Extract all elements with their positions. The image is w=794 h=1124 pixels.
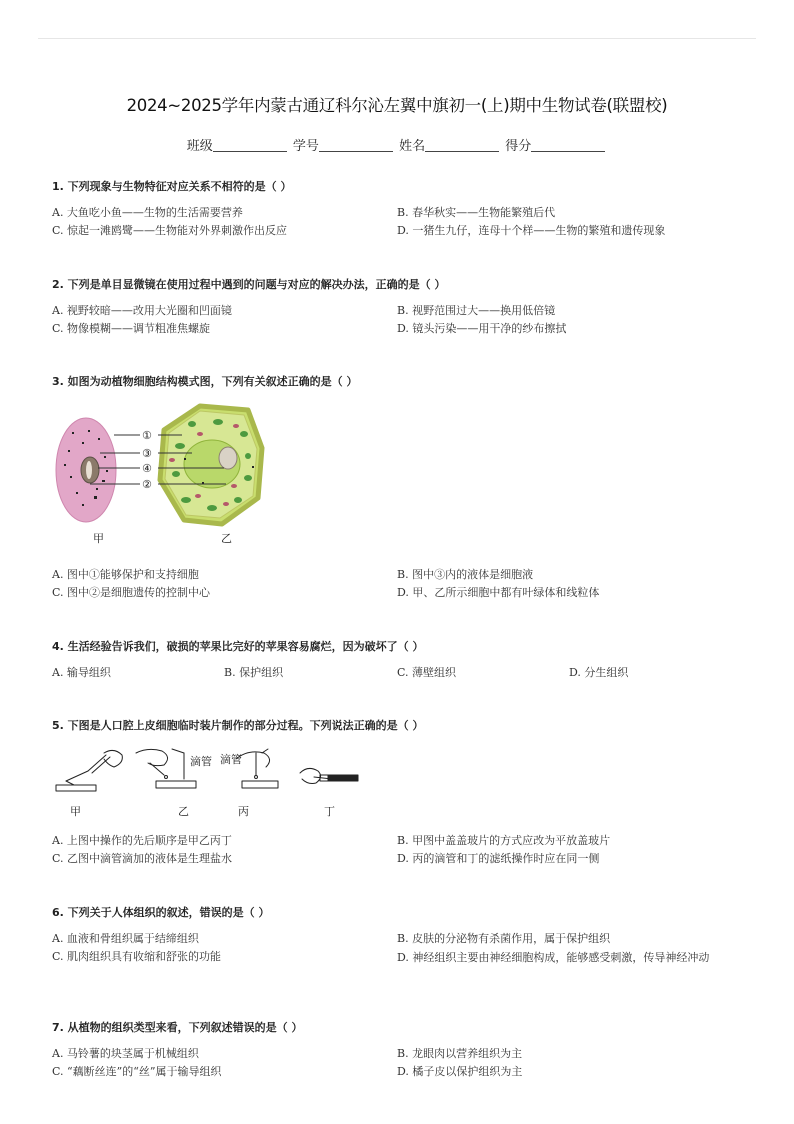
cell-label-jia: 甲 <box>93 532 104 545</box>
question-5 <box>52 719 754 733</box>
option-b: B. 图中③内的液体是细胞液 <box>397 568 534 581</box>
step-label-ding: 丁 <box>324 805 335 818</box>
cell-structure-figure <box>52 400 282 550</box>
option-c: C. “藕断丝连”的“丝”属于输导组织 <box>52 1065 222 1078</box>
option-c: C. 物像模糊——调节粗准焦螺旋 <box>52 322 211 335</box>
student-info-line <box>0 135 794 154</box>
option-a: A. 大鱼吃小鱼——生物的生活需要营养 <box>52 206 243 219</box>
class-blank <box>213 139 287 152</box>
name-blank <box>425 139 499 152</box>
question-stem: 3. 如图为动植物细胞结构模式图，下列有关叙述正确的是（ ） <box>52 375 358 388</box>
class-field-label: 班级 <box>186 139 213 154</box>
option-d: D. 橘子皮以保护组织为主 <box>397 1065 523 1078</box>
cell-label-yi: 乙 <box>221 532 232 545</box>
question-stem: 7. 从植物的组织类型来看，下列叙述错误的是（ ） <box>52 1021 303 1034</box>
step-label-jia: 甲 <box>70 805 81 818</box>
option-c: C. 薄壁组织 <box>397 666 457 679</box>
question-2 <box>52 278 754 343</box>
option-b: B. 春华秋实——生物能繁殖后代 <box>397 206 556 219</box>
header-divider <box>38 38 756 39</box>
question-stem: 5. 下图是人口腔上皮细胞临时装片制作的部分过程。下列说法正确的是（ ） <box>52 719 424 732</box>
exam-title: 2024~2025学年内蒙古通辽科尔沁左翼中旗初一(上)期中生物试卷(联盟校) <box>126 96 668 115</box>
slide-preparation-figure <box>52 745 362 821</box>
option-d: D. 丙的滴管和丁的滤纸操作时应在同一侧 <box>397 852 600 865</box>
question-5-options <box>52 833 754 873</box>
option-d: D. 镜头污染——用干净的纱布擦拭 <box>397 322 567 335</box>
option-b: B. 保护组织 <box>224 666 284 679</box>
step-ding-drawing <box>300 768 358 783</box>
option-b: B. 甲图中盖盖玻片的方式应改为平放盖玻片 <box>397 834 611 847</box>
option-c: C. 图中②是细胞遗传的控制中心 <box>52 586 211 599</box>
option-d: D. 一猪生九仔，连母十个样——生物的繁殖和遗传现象 <box>397 224 666 237</box>
question-7 <box>52 1021 754 1086</box>
student-id-field-label: 学号 <box>292 139 319 154</box>
step-bing-drawing <box>236 749 278 788</box>
option-c: C. 乙图中滴管滴加的液体是生理盐水 <box>52 852 233 865</box>
option-a: A. 输导组织 <box>52 666 111 679</box>
question-stem: 1. 下列现象与生物特征对应关系不相符的是（ ） <box>52 180 292 193</box>
option-a: A. 图中①能够保护和支持细胞 <box>52 568 199 581</box>
option-d: D. 甲、乙所示细胞中都有叶绿体和线粒体 <box>397 586 600 599</box>
question-stem: 6. 下列关于人体组织的叙述，错误的是（ ） <box>52 906 270 919</box>
option-a: A. 血液和骨组织属于结缔组织 <box>52 932 199 945</box>
option-b: B. 皮肤的分泌物有杀菌作用，属于保护组织 <box>397 932 611 945</box>
marker-4: ④ <box>142 462 152 475</box>
question-4 <box>52 640 754 685</box>
option-a: A. 马铃薯的块茎属于机械组织 <box>52 1047 199 1060</box>
option-c: C. 惊起一滩鸥鹭——生物能对外界刺激作出反应 <box>52 224 288 237</box>
marker-2: ② <box>142 478 152 491</box>
option-b: B. 龙眼肉以营养组织为主 <box>397 1047 523 1060</box>
option-c: C. 肌肉组织具有收缩和舒张的功能 <box>52 950 222 963</box>
name-field-label: 姓名 <box>399 139 426 154</box>
question-3 <box>52 375 754 389</box>
step-label-bing: 丙 <box>238 805 249 818</box>
step-yi-drawing <box>136 749 196 788</box>
marker-1: ① <box>142 429 152 442</box>
option-d: D. 分生组织 <box>569 666 629 679</box>
option-d: D. 神经组织主要由神经细胞构成，能够感受刺激，传导神经冲动 <box>397 951 710 964</box>
option-a: A. 视野较暗——改用大光圈和凹面镜 <box>52 304 232 317</box>
question-stem: 2. 下列是单目显微镜在使用过程中遇到的问题与对应的解决办法，正确的是（ ） <box>52 278 446 291</box>
question-3-options <box>52 567 754 607</box>
student-id-blank <box>319 139 393 152</box>
dropper-label-yi: 滴管 <box>190 755 212 768</box>
score-blank <box>531 139 605 152</box>
option-a: A. 上图中操作的先后顺序是甲乙丙丁 <box>52 834 232 847</box>
score-field-label: 得分 <box>505 139 532 154</box>
question-6 <box>52 906 754 991</box>
dropper-label-bing: 滴管 <box>220 753 242 766</box>
marker-3: ③ <box>142 447 152 460</box>
question-stem: 4. 生活经验告诉我们，破损的苹果比完好的苹果容易腐烂，因为破坏了（ ） <box>52 640 424 653</box>
animal-cell-nucleolus <box>86 461 92 479</box>
plant-cell-nucleus <box>219 447 237 469</box>
question-1 <box>52 180 754 245</box>
option-b: B. 视野范围过大——换用低倍镜 <box>397 304 556 317</box>
step-label-yi: 乙 <box>178 805 189 818</box>
step-jia-drawing <box>56 750 122 791</box>
